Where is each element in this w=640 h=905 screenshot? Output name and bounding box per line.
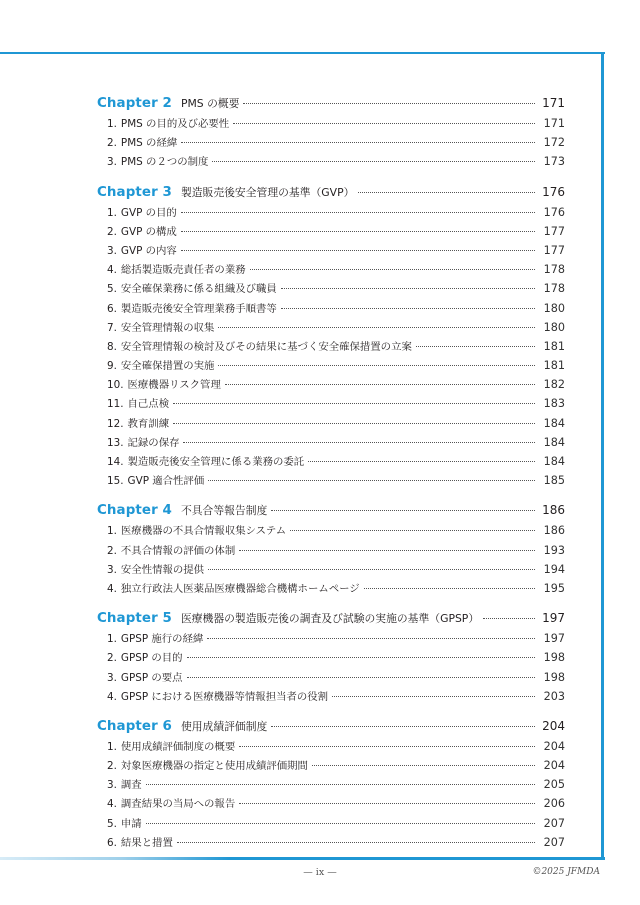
entry-number: 6. xyxy=(107,302,117,315)
toc-entry[interactable] xyxy=(97,434,565,453)
entry-title xyxy=(107,134,177,149)
chapter-title: 不具合等報告制度 xyxy=(180,504,268,518)
entry-page-number: 181 xyxy=(543,339,565,353)
dot-leader xyxy=(183,442,535,443)
entry-text: 自己点検 xyxy=(127,398,170,411)
dot-leader xyxy=(212,161,535,162)
dot-leader xyxy=(173,403,535,404)
dot-leader xyxy=(416,346,535,347)
entry-page-number: 206 xyxy=(543,797,565,811)
entry-number: 2. xyxy=(107,544,117,557)
toc-entry[interactable] xyxy=(97,649,565,668)
entry-title xyxy=(107,242,177,257)
entry-text: 安全確保業務に係る組織及び職員 xyxy=(120,283,277,296)
dot-leader xyxy=(308,461,535,462)
entry-title xyxy=(107,834,173,849)
entry-number: 1. xyxy=(107,740,117,753)
entry-text: 記録の保存 xyxy=(127,436,180,449)
toc-entry[interactable] xyxy=(97,395,565,414)
toc-entry[interactable] xyxy=(97,522,565,541)
dot-leader xyxy=(483,618,535,619)
entry-number: 1. xyxy=(107,118,117,130)
entry-number: 9. xyxy=(107,360,117,373)
entry-number: 4. xyxy=(107,690,117,703)
entry-number: 7. xyxy=(107,321,117,334)
entry-title xyxy=(107,261,246,276)
entry-title xyxy=(107,472,204,487)
chapter-section xyxy=(97,611,565,707)
chapter-title: 使用成績評価制度 xyxy=(180,719,268,733)
entry-page-number: 204 xyxy=(543,759,565,773)
entry-number: 2. xyxy=(107,137,117,150)
entry-text: 使用成績評価制度の概要 xyxy=(120,740,236,753)
entry-page-number: 183 xyxy=(543,397,565,411)
toc-entry[interactable] xyxy=(97,338,565,357)
entry-text: PMS の経緯 xyxy=(120,137,178,150)
toc-entry[interactable] xyxy=(97,261,565,280)
entry-text: 調査結果の当局への報告 xyxy=(120,798,236,811)
dot-leader xyxy=(208,569,535,570)
dot-leader xyxy=(290,530,535,531)
entry-page-number: 172 xyxy=(543,136,565,150)
entry-page-number: 185 xyxy=(543,474,565,488)
entry-title xyxy=(107,395,169,410)
entry-title xyxy=(107,223,177,238)
entry-page-number: 173 xyxy=(543,155,565,169)
entry-title xyxy=(107,649,183,664)
entry-text: 安全性情報の提供 xyxy=(120,563,205,576)
entry-page-number: 207 xyxy=(543,816,565,830)
dot-leader xyxy=(332,696,535,697)
dot-leader xyxy=(181,250,535,251)
entry-text: GPSP における医療機器等情報担当者の役割 xyxy=(120,690,329,703)
entry-text: 製造販売後安全管理に係る業務の委託 xyxy=(127,456,305,468)
chapter-page-number: 186 xyxy=(542,503,565,518)
dot-leader xyxy=(233,123,535,124)
entry-title xyxy=(107,204,177,219)
entry-title xyxy=(107,757,308,772)
entry-number: 3. xyxy=(107,244,117,257)
chapter-page-number: 176 xyxy=(542,184,565,199)
entry-title xyxy=(107,795,235,810)
entry-number: 2. xyxy=(107,225,117,238)
entry-text: GVP の内容 xyxy=(120,244,177,257)
entry-title xyxy=(107,522,286,537)
entry-page-number: 177 xyxy=(543,243,565,257)
entry-title xyxy=(107,153,208,168)
entry-text: GVP の目的 xyxy=(120,206,177,219)
chapter-label: Chapter 6 xyxy=(97,718,172,734)
chapter-page-number: 204 xyxy=(542,718,565,733)
entry-page-number: 181 xyxy=(543,359,565,373)
entry-page-number: 197 xyxy=(543,632,565,646)
entry-text: 製造販売後安全管理業務手順書等 xyxy=(120,302,277,315)
chapter-title: PMS の概要 xyxy=(180,97,240,110)
entry-number: 5. xyxy=(107,283,117,296)
entry-number: 15. xyxy=(107,475,124,488)
dot-leader xyxy=(225,384,535,385)
dot-leader xyxy=(146,823,535,824)
dot-leader xyxy=(239,550,535,551)
chapter-title: 医療機器の製造販売後の調査及び試験の実施の基準（GPSP） xyxy=(180,612,480,626)
entry-number: 2. xyxy=(107,760,117,773)
toc-entry[interactable] xyxy=(97,669,565,688)
entry-text: GVP 適合性評価 xyxy=(127,475,205,488)
entry-text: 安全確保措置の実施 xyxy=(120,360,215,373)
entry-text: PMS の目的及び必要性 xyxy=(120,118,230,130)
chapter-label: Chapter 3 xyxy=(97,184,172,200)
entry-text: 結果と措置 xyxy=(120,836,173,849)
entry-number: 6. xyxy=(107,836,117,849)
chapter-heading[interactable] xyxy=(97,503,565,522)
entry-title xyxy=(107,453,304,468)
entry-text: 総括製造販売責任者の業務 xyxy=(120,264,246,277)
entry-text: 不具合情報の評価の体制 xyxy=(120,544,236,557)
toc-entry[interactable] xyxy=(97,630,565,649)
dot-leader xyxy=(239,803,535,804)
dot-leader xyxy=(208,480,535,481)
entry-page-number: 193 xyxy=(543,543,565,557)
dot-leader xyxy=(146,784,535,785)
entry-number: 4. xyxy=(107,264,117,277)
toc-entry[interactable] xyxy=(97,580,565,599)
toc-entry[interactable] xyxy=(97,280,565,299)
entry-page-number: 195 xyxy=(543,581,565,595)
entry-text: GPSP 施行の経緯 xyxy=(120,633,204,646)
toc-entry[interactable] xyxy=(97,688,565,707)
chapter-label: Chapter 2 xyxy=(97,96,172,111)
entry-number: 4. xyxy=(107,798,117,811)
entry-number: 1. xyxy=(107,525,117,538)
entry-page-number: 186 xyxy=(543,524,565,538)
entry-title xyxy=(107,815,142,830)
toc-entry[interactable] xyxy=(97,319,565,338)
table-of-contents xyxy=(97,96,565,865)
dot-leader xyxy=(281,288,535,289)
entry-number: 3. xyxy=(107,671,117,684)
entry-number: 8. xyxy=(107,340,117,353)
chapter-section xyxy=(97,503,565,599)
toc-entry[interactable] xyxy=(97,834,565,853)
chapter-title: 製造販売後安全管理の基準（GVP） xyxy=(180,185,355,199)
toc-entry[interactable] xyxy=(97,376,565,395)
entry-page-number: 182 xyxy=(543,378,565,392)
entry-number: 12. xyxy=(107,417,124,430)
entry-number: 3. xyxy=(107,563,117,576)
entry-title xyxy=(107,338,412,353)
entry-text: GVP の構成 xyxy=(120,225,177,238)
entry-number: 4. xyxy=(107,582,117,595)
entry-number: 1. xyxy=(107,206,117,219)
entry-page-number: 177 xyxy=(543,224,565,238)
toc-entry[interactable] xyxy=(97,815,565,834)
entry-title xyxy=(107,669,183,684)
dot-leader xyxy=(271,726,535,727)
dot-leader xyxy=(177,842,535,843)
chapter-page-number: 171 xyxy=(542,96,565,110)
entry-page-number: 184 xyxy=(543,435,565,449)
dot-leader xyxy=(218,327,535,328)
entry-number: 3. xyxy=(107,156,117,169)
entry-text: GPSP の要点 xyxy=(120,671,183,684)
toc-entry[interactable] xyxy=(97,415,565,434)
entry-title xyxy=(107,630,203,645)
toc-entry[interactable] xyxy=(97,738,565,757)
entry-title xyxy=(107,776,142,791)
entry-title xyxy=(107,319,214,334)
entry-title xyxy=(107,738,235,753)
toc-entry[interactable] xyxy=(97,542,565,561)
entry-text: 安全管理情報の検討及びその結果に基づく安全確保措置の立案 xyxy=(120,340,412,353)
entry-number: 14. xyxy=(107,456,124,468)
toc-entry[interactable] xyxy=(97,223,565,242)
dot-leader xyxy=(173,423,535,424)
entry-text: 教育訓練 xyxy=(127,417,170,430)
footer-copyright: ©2025 JFMDA xyxy=(532,867,600,877)
entry-title xyxy=(107,542,235,557)
entry-title xyxy=(107,280,277,295)
dot-leader xyxy=(181,212,535,213)
dot-leader xyxy=(312,765,535,766)
entry-page-number: 184 xyxy=(543,455,565,468)
toc-entry[interactable] xyxy=(97,795,565,814)
entry-number: 13. xyxy=(107,436,124,449)
toc-entry[interactable] xyxy=(97,115,565,134)
chapter-section xyxy=(97,185,565,492)
entry-number: 11. xyxy=(107,398,124,411)
chapter-label: Chapter 5 xyxy=(97,611,172,627)
dot-leader xyxy=(187,657,535,658)
entry-page-number: 180 xyxy=(543,320,565,334)
dot-leader xyxy=(239,746,535,747)
dot-leader xyxy=(187,677,535,678)
entry-page-number: 194 xyxy=(543,562,565,576)
chapter-heading[interactable] xyxy=(97,185,565,204)
toc-entry[interactable] xyxy=(97,472,565,491)
entry-title xyxy=(107,357,214,372)
dot-leader xyxy=(181,142,535,143)
toc-entry[interactable] xyxy=(97,300,565,319)
entry-page-number: 184 xyxy=(543,416,565,430)
entry-page-number: 178 xyxy=(543,282,565,296)
entry-page-number: 176 xyxy=(543,205,565,219)
entry-number: 10. xyxy=(107,379,124,392)
entry-page-number: 207 xyxy=(543,835,565,849)
chapter-heading[interactable] xyxy=(97,96,565,115)
entry-page-number: 198 xyxy=(543,651,565,665)
entry-text: PMS の２つの制度 xyxy=(120,156,209,169)
entry-text: 申請 xyxy=(120,817,142,830)
entry-text: 対象医療機器の指定と使用成績評価期間 xyxy=(120,760,308,773)
toc-entry[interactable] xyxy=(97,757,565,776)
toc-entry[interactable] xyxy=(97,242,565,261)
entry-page-number: 180 xyxy=(543,301,565,315)
dot-leader xyxy=(181,231,535,232)
dot-leader xyxy=(281,308,535,309)
chapter-section xyxy=(97,719,565,853)
entry-title xyxy=(107,434,179,449)
entry-title xyxy=(107,561,204,576)
entry-number: 3. xyxy=(107,779,117,792)
entry-text: 医療機器の不具合情報収集システム xyxy=(120,525,287,538)
entry-title xyxy=(107,580,360,595)
entry-text: GPSP の目的 xyxy=(120,652,183,665)
frame-right-border xyxy=(601,52,604,860)
entry-page-number: 198 xyxy=(543,670,565,684)
chapter-label: Chapter 4 xyxy=(97,503,172,519)
chapter-section xyxy=(97,96,565,173)
toc-entry[interactable] xyxy=(97,153,565,172)
toc-entry[interactable] xyxy=(97,134,565,153)
entry-title xyxy=(107,688,328,703)
dot-leader xyxy=(364,588,535,589)
dot-leader xyxy=(207,638,535,639)
entry-number: 5. xyxy=(107,817,117,830)
entry-text: 安全管理情報の収集 xyxy=(120,321,215,334)
dot-leader xyxy=(250,269,535,270)
chapter-heading[interactable] xyxy=(97,719,565,738)
entry-number: 2. xyxy=(107,652,117,665)
entry-page-number: 178 xyxy=(543,263,565,277)
entry-title xyxy=(107,115,229,130)
toc-entry[interactable] xyxy=(97,204,565,223)
entry-page-number: 205 xyxy=(543,778,565,792)
entry-text: 独立行政法人医薬品医療機器総合機構ホームページ xyxy=(120,582,360,595)
entry-page-number: 204 xyxy=(543,739,565,753)
entry-page-number: 203 xyxy=(543,689,565,703)
chapter-page-number: 197 xyxy=(542,611,565,626)
toc-entry[interactable] xyxy=(97,357,565,376)
entry-number: 1. xyxy=(107,633,117,646)
dot-leader xyxy=(358,192,535,193)
frame-top-border xyxy=(0,52,605,54)
toc-entry[interactable] xyxy=(97,561,565,580)
entry-text: 医療機器リスク管理 xyxy=(127,379,221,392)
dot-leader xyxy=(243,103,535,104)
entry-page-number: 171 xyxy=(543,117,565,130)
entry-title xyxy=(107,415,169,430)
footer-page-number: — ix — xyxy=(303,867,337,878)
entry-title xyxy=(107,376,221,391)
entry-text: 調査 xyxy=(120,779,142,792)
toc-entry[interactable] xyxy=(97,776,565,795)
toc-entry[interactable] xyxy=(97,453,565,472)
chapter-heading[interactable] xyxy=(97,611,565,630)
dot-leader xyxy=(218,365,535,366)
entry-title xyxy=(107,300,277,315)
dot-leader xyxy=(271,510,535,511)
